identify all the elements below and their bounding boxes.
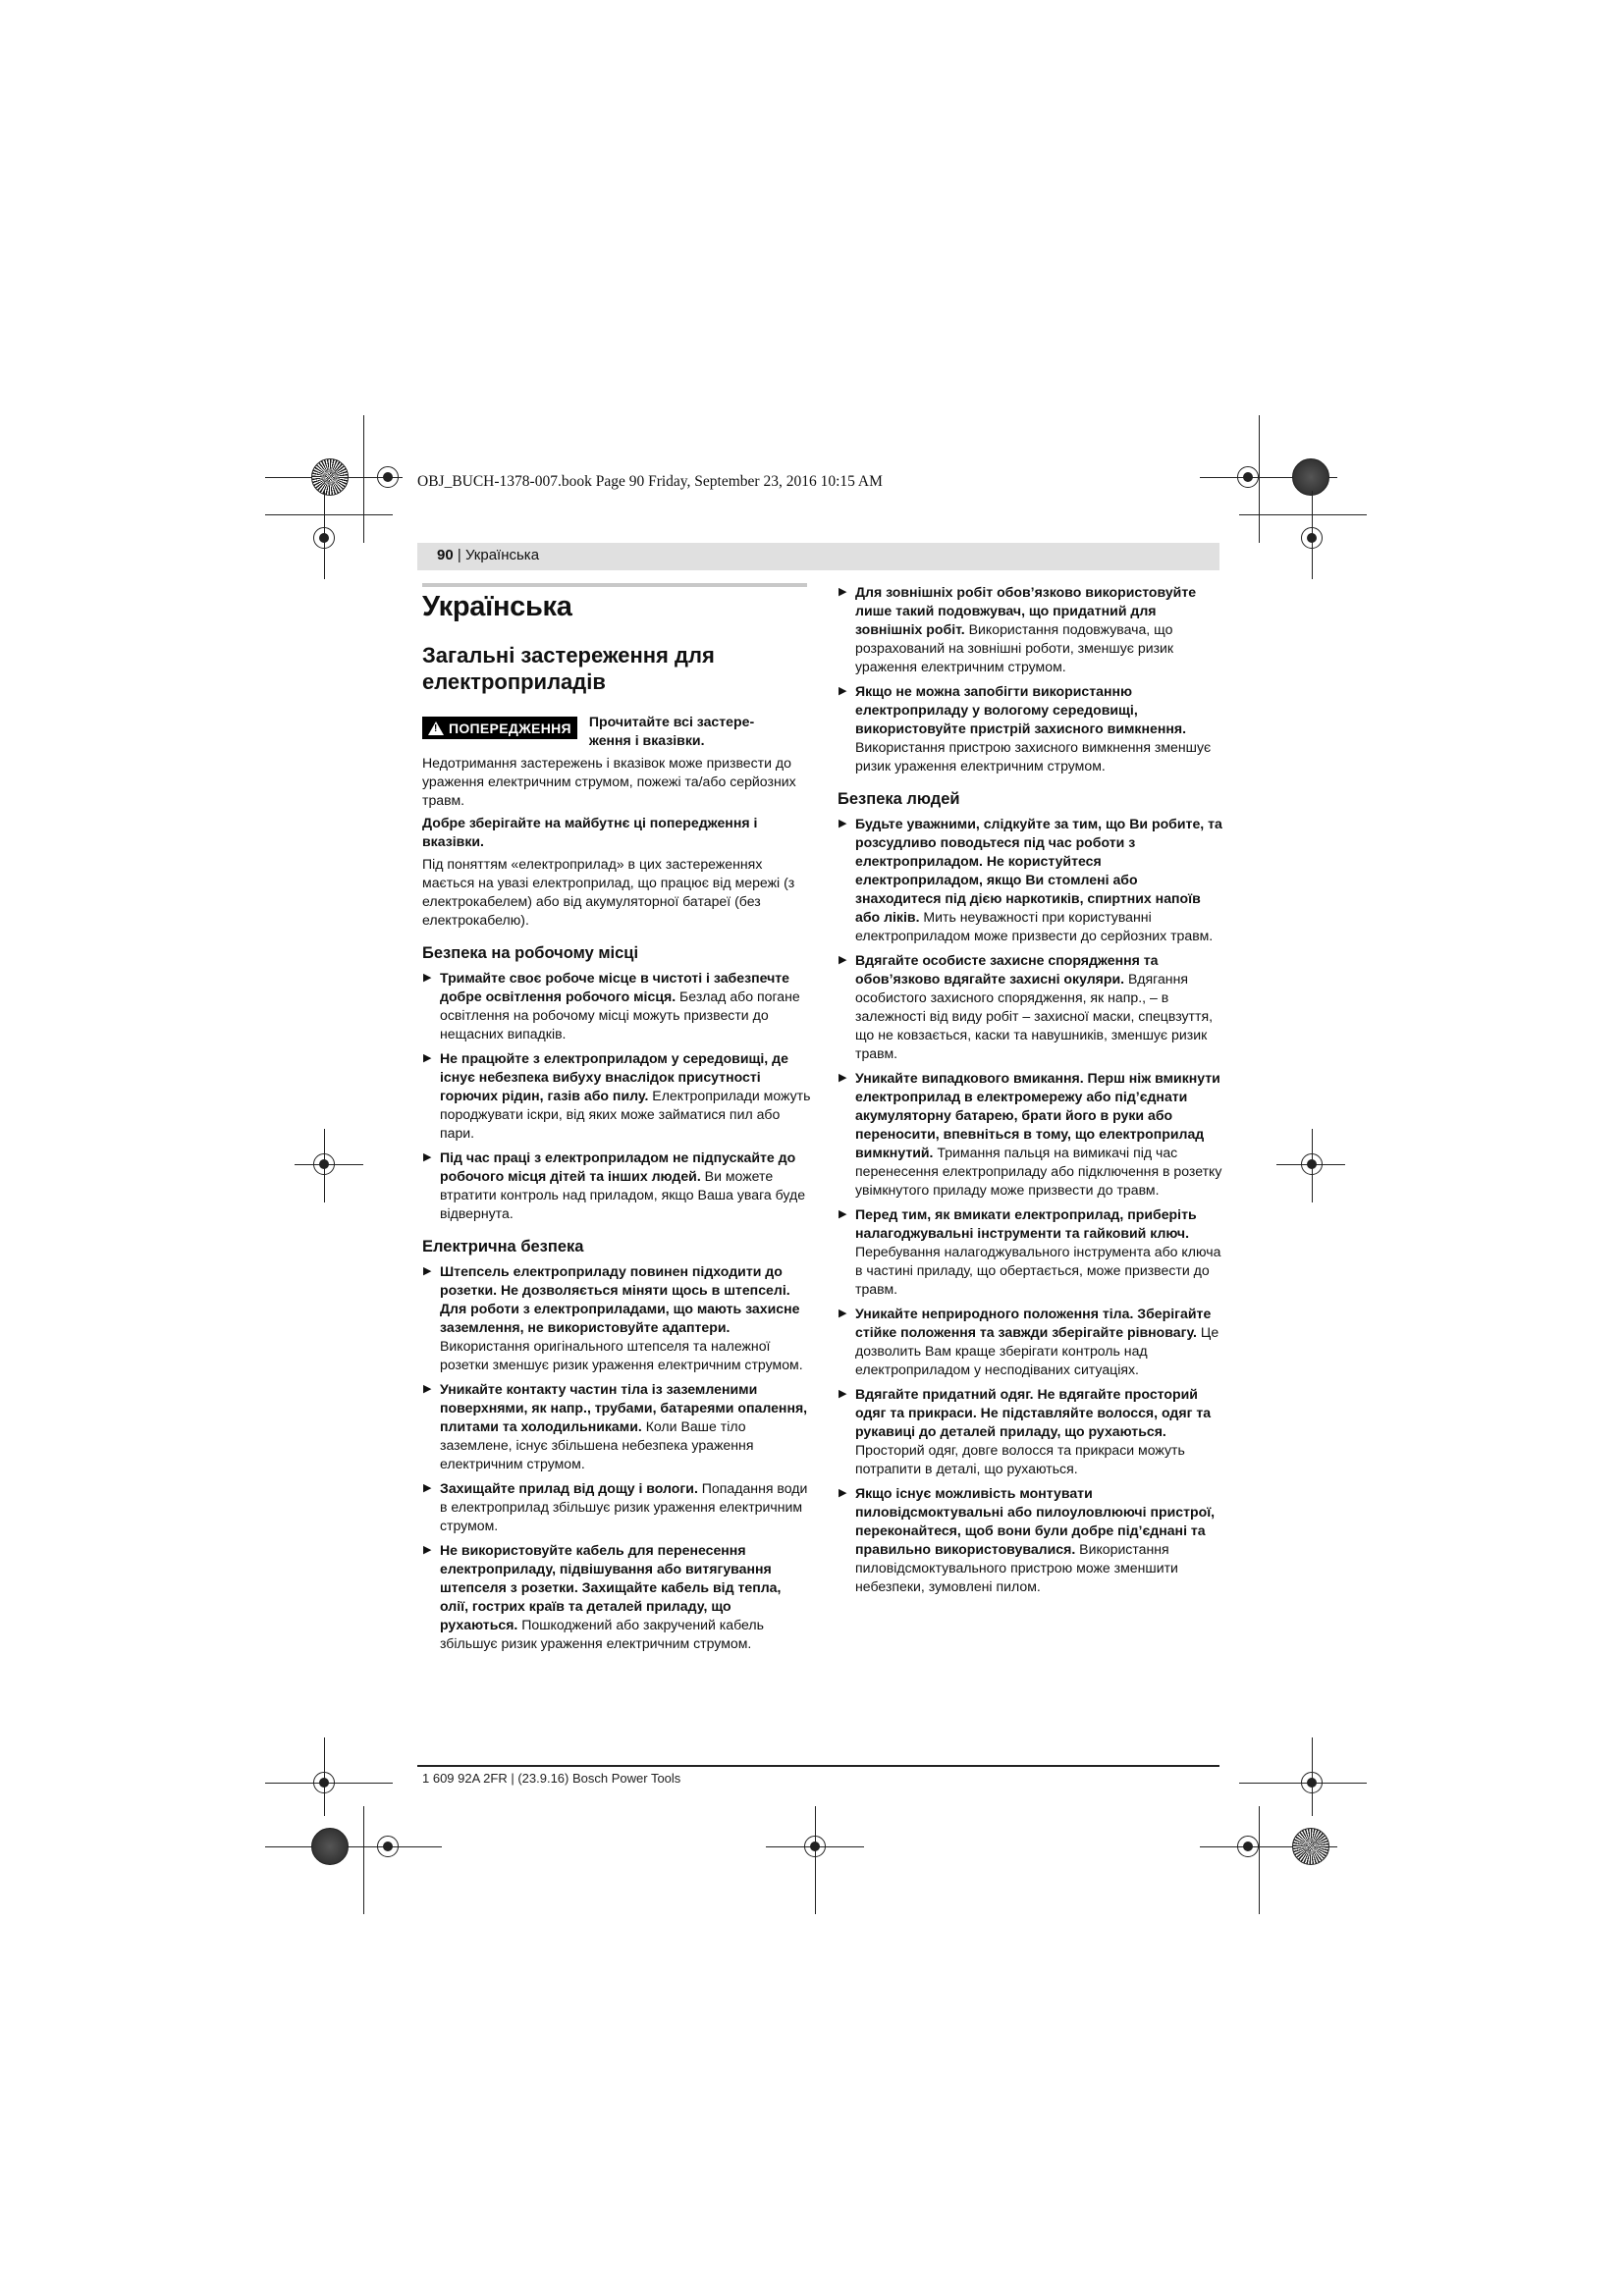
page-title: Українська: [422, 591, 572, 622]
registration-mark-icon: [1301, 1772, 1323, 1793]
intro-paragraph: Недотримання застережень і вказівок може призвести до ураження електричним струмом, пожежі та/або серйозних травм.: [422, 755, 796, 808]
registration-disc-icon: [311, 1828, 349, 1865]
registration-mark-icon: [377, 1836, 399, 1857]
registration-disc-icon: [311, 458, 349, 496]
list-item: ▶ Уникайте неприродного положення тіла. Зберігайте стійке положення та завжди зберігайте рівновагу. Це дозволить Вам краще зберігати контроль над електроприладом у несподіваних ситуаціях.: [839, 1306, 1219, 1377]
list-item: ▶ Якщо існує можливість монтувати пиловідсмоктувальні або пилоуловлюючі пристрої, переконайтеся, щоб вони були добре під’єднані та правильно використовувалися. Використання пиловідсмоктувального пристрою може зменшити небезпеки, зумовлені пилом.: [839, 1485, 1216, 1594]
warning-block: [422, 713, 811, 750]
list-item: ▶ Не працюйте з електроприладом у середовищі, де існує небезпека вибуху внаслідок присутності горючих рідин, газів або пилу. Електроприлади можуть породжувати іскри, від яких може займатися пил або пари.: [423, 1050, 811, 1141]
list-item: ▶ Уникайте випадкового вмикання. Перш ніж вмикнути електроприлад в електромережу або під’єднати акумуляторну батарею, брати його в руки або переносити, впевніться в тому, що електроприлад вимкнутий. Тримання пальця на вимикачі під час перенесення електроприладу або підключення в розетку увімкнутого приладу може призвести до травм.: [839, 1070, 1222, 1198]
right-column: [838, 583, 1225, 1602]
list-item: ▶ Тримайте своє робоче місце в чистоті і забезпечте добре освітлення робочого місця. Безлад або погане освітлення на робочому місці можуть призвести до нещасних випадків.: [423, 970, 800, 1041]
list-item: ▶ Не використовуйте кабель для перенесення електроприладу, підвішування або витягування штепселя з розетки. Захищайте кабель від тепла, олії, гострих країв та деталей приладу, що рухаються. Пошкоджений або закручений кабель збільшує ризик ураження електричним струмом.: [423, 1542, 782, 1651]
registration-mark-icon: [313, 527, 335, 549]
list-item: ▶ Штепсель електроприладу повинен підходити до розетки. Не дозволяється міняти щось в штепселі. Для роботи з електроприладами, що мають захисне заземлення, не використовуйте адаптери. Використання оригінального штепселя та належної розетки зменшує ризик ураження електричним струмом.: [423, 1263, 803, 1372]
bullet-arrow-icon: ▶: [423, 1151, 432, 1163]
print-slug: OBJ_BUCH-1378-007.book Page 90 Friday, September 23, 2016 10:15 AM: [417, 473, 883, 490]
header-separator: |: [457, 547, 461, 563]
bullet-arrow-icon: ▶: [423, 1265, 432, 1277]
bullet-arrow-icon: ▶: [423, 1052, 432, 1064]
list-item: ▶ Перед тим, як вмикати електроприлад, приберіть налагоджувальні інструменти та гайковий ключ. Перебування налагоджувального інструмента або ключа в частині приладу, що обертається, може призвести до травм.: [839, 1206, 1221, 1297]
registration-mark-icon: [313, 1772, 335, 1793]
warning-triangle-icon: [428, 721, 444, 735]
left-column: [422, 583, 811, 1659]
page-number: 90: [437, 547, 454, 563]
keep-instructions: Добре зберігайте на майбутнє ці попередження і вказівки.: [422, 815, 758, 849]
registration-mark-icon: [1237, 1836, 1259, 1857]
bullet-arrow-icon: ▶: [839, 954, 847, 966]
electrical-list: [422, 1262, 811, 1653]
list-item: ▶ Якщо не можна запобігти використанню електроприладу у вологому середовищі, використовуйте пристрій захисного вимкнення. Використання пристрою захисного вимкнення зменшує ризик ураження електричним струмом.: [839, 683, 1212, 774]
list-item: ▶ Під час праці з електроприладом не підпускайте до робочого місця дітей та інших людей. Ви можете втратити контроль над приладом, якщо Ваша увага буде відвернута.: [423, 1149, 806, 1221]
bullet-arrow-icon: ▶: [423, 972, 432, 984]
registration-mark-icon: [377, 466, 399, 488]
personal-safety-list: [838, 815, 1225, 1596]
section-heading-electrical: Електрична безпека: [422, 1238, 584, 1255]
section-heading-personal: Безпека людей: [838, 790, 960, 808]
section-heading-workplace: Безпека на робочому місці: [422, 944, 639, 962]
warning-badge: [422, 717, 577, 739]
bullet-arrow-icon: ▶: [423, 1383, 432, 1395]
registration-mark-icon: [313, 1153, 335, 1175]
bullet-arrow-icon: ▶: [839, 1487, 847, 1499]
bullet-arrow-icon: ▶: [839, 1072, 847, 1084]
bullet-arrow-icon: ▶: [423, 1482, 432, 1494]
bullet-arrow-icon: ▶: [839, 1308, 847, 1319]
workplace-list: [422, 969, 811, 1223]
registration-mark-icon: [1301, 1153, 1323, 1175]
list-item: ▶ Уникайте контакту частин тіла із заземленими поверхнями, як напр., трубами, батареями опалення, плитами та холодильниками. Коли Ваше тіло заземлене, існує збільшена небезпека ураження електричним струмом.: [423, 1381, 808, 1471]
bullet-arrow-icon: ▶: [839, 818, 847, 829]
electrical-list-continued: [838, 583, 1225, 775]
bullet-arrow-icon: ▶: [839, 1208, 847, 1220]
registration-mark-icon: [804, 1836, 826, 1857]
bullet-arrow-icon: ▶: [839, 685, 847, 697]
bullet-arrow-icon: ▶: [839, 586, 847, 598]
header-language: Українська: [464, 547, 540, 563]
definition-paragraph: Під поняттям «електроприлад» в цих застереженнях мається на увазі електроприлад, що працює від мережі (з електрокабелем) або від акумуляторної батареї (без електрокабелю).: [422, 856, 795, 928]
list-item: ▶ Для зовнішніх робіт обов’язково використовуйте лише такий подовжувач, що придатний для зовнішніх робіт. Використання подовжувача, що розрахований на зовнішні роботи, зменшує ризик ураження електричним струмом.: [839, 584, 1197, 674]
bullet-arrow-icon: ▶: [839, 1388, 847, 1400]
registration-mark-icon: [1237, 466, 1259, 488]
bullet-arrow-icon: ▶: [423, 1544, 432, 1556]
registration-disc-icon: [1292, 1828, 1329, 1865]
list-item: ▶ Будьте уважними, слідкуйте за тим, що Ви робите, та розсудливо поводьтеся під час роботи з електроприладом. Не користуйтеся електроприладом, якщо Ви стомлені або знаходитеся під дією наркотиків, спиртних напоїв або ліків. Мить неуважності при користуванні електроприладом може призвести до серйозних травм.: [839, 816, 1222, 943]
section-subtitle: Загальні застереження для електроприладів: [422, 643, 715, 694]
registration-mark-icon: [1301, 527, 1323, 549]
list-item: ▶ Захищайте прилад від дощу і вологи. Попадання води в електроприлад збільшує ризик ураження електричним струмом.: [423, 1480, 808, 1533]
registration-disc-icon: [1292, 458, 1329, 496]
footer-rule: [417, 1765, 1219, 1767]
page-header: [417, 543, 1219, 570]
warning-text: Прочитайте всі застере-ження і вказівки.: [588, 714, 755, 748]
list-item: ▶ Вдягайте особисте захисне спорядження та обов’язково вдягайте захисні окуляри. Вдягання особистого захисного спорядження, як напр., – в залежності від виду робіт – захисної маски, спецвзуття, що не ковзається, каски та навушників, зменшує ризик травм.: [839, 952, 1214, 1061]
warning-label: ПОПЕРЕДЖЕННЯ: [449, 720, 571, 736]
list-item: ▶ Вдягайте придатний одяг. Не вдягайте просторий одяг та прикраси. Не підставляйте волосся, одяг та рукавиці до деталей приладу, що рухаються. Просторий одяг, довге волосся та прикраси можуть потрапити в деталі, що рухаються.: [839, 1386, 1212, 1476]
title-rule: [422, 583, 807, 587]
page-footer: 1 609 92A 2FR | (23.9.16) Bosch Power Tools: [422, 1771, 681, 1786]
